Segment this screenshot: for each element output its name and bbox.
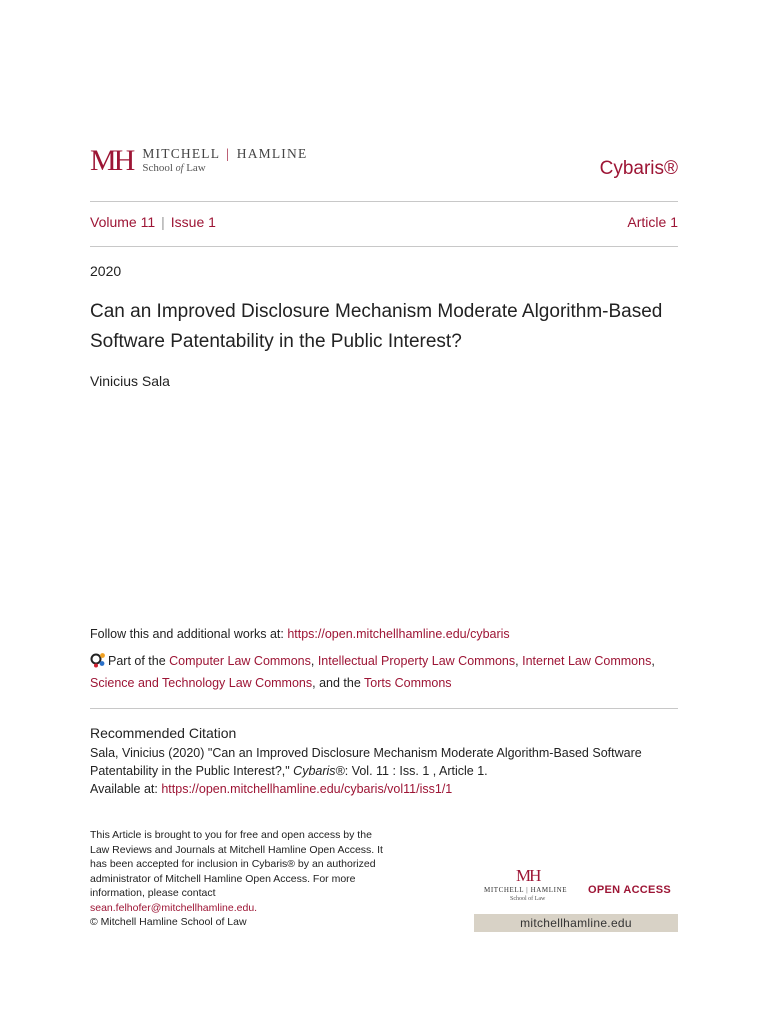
available-at-label: Available at:: [90, 782, 162, 796]
notice-text: This Article is brought to you for free and open access by the Law Reviews and Journals at Mitchell Hamline Open Access. It has been accepted for inclusion in Cybaris® by an authorized administrator of Mitchell Hamline Open Access. For more information, please contact: [90, 829, 383, 899]
commons-link-science-tech-law[interactable]: Science and Technology Law Commons: [90, 676, 313, 690]
citation-url-link[interactable]: https://open.mitchellhamline.edu/cybaris/vol11/iss1/1: [161, 782, 453, 796]
logo-school-post: Law: [186, 162, 206, 174]
logo-school: [142, 161, 307, 176]
part-of-prefix: Part of the: [108, 654, 170, 668]
follow-url-link[interactable]: https://open.mitchellhamline.edu/cybaris: [287, 627, 510, 641]
commons-separator: ,: [651, 654, 655, 668]
citation-journal: Cybaris®: [293, 764, 345, 778]
open-access-label: OPEN ACCESS: [588, 884, 671, 896]
issue-row: [90, 214, 678, 230]
commons-separator: , and the: [312, 676, 365, 690]
article-link[interactable]: Article 1: [627, 214, 678, 230]
commons-link-internet-law[interactable]: Internet Law Commons: [522, 654, 652, 668]
badge-logo-mark: MH: [516, 866, 540, 885]
commons-separator: ,: [515, 654, 523, 668]
logo-name-separator: |: [226, 146, 231, 161]
commons-link-computer-law[interactable]: Computer Law Commons: [169, 654, 311, 668]
commons-link-torts[interactable]: Torts Commons: [364, 676, 452, 690]
divider: [90, 201, 678, 202]
contact-email-link[interactable]: sean.felhofer@mitchellhamline.edu.: [90, 901, 258, 914]
recommended-citation-body: [90, 744, 678, 798]
header: [90, 146, 678, 186]
citation-volume: : Vol. 11 : Iss. 1 , Article 1.: [344, 764, 488, 778]
logo-name-right: HAMLINE: [236, 146, 308, 161]
badge-school-name: MITCHELL | HAMLINE: [484, 886, 568, 894]
cover-page: [90, 0, 678, 1024]
badge-url[interactable]: mitchellhamline.edu: [474, 914, 678, 932]
commons-network-icon: [90, 652, 106, 668]
citation-text: Sala, Vinicius (2020) "Can an Improved Disclosure Mechanism Moderate Algorithm-Based Software Patentability in the Public Interest?,": [90, 746, 642, 778]
mitchell-hamline-logo[interactable]: [90, 146, 307, 176]
badge-school-sub: School of Law: [510, 896, 546, 902]
logo-name: [142, 146, 307, 161]
logo-school-of: of: [175, 163, 184, 174]
divider: [90, 708, 678, 709]
recommended-citation-heading: Recommended Citation: [90, 725, 237, 741]
open-access-badge[interactable]: [474, 866, 678, 932]
divider: [90, 246, 678, 247]
follow-line: [90, 627, 510, 641]
author-name: Vinicius Sala: [90, 373, 170, 389]
open-access-notice: [90, 828, 390, 930]
issue-link[interactable]: Issue 1: [170, 214, 216, 230]
commons-link-ip-law[interactable]: Intellectual Property Law Commons: [317, 654, 516, 668]
article-title: Can an Improved Disclosure Mechanism Moderate Algorithm-Based Software Patentability in the Public Interest?: [90, 301, 663, 352]
journal-link[interactable]: Cybaris®: [599, 158, 678, 179]
part-of-commons: [90, 650, 678, 694]
follow-label: Follow this and additional works at:: [90, 627, 288, 641]
issue-separator: |: [161, 214, 165, 230]
commons-separator: ,: [310, 654, 318, 668]
volume-link[interactable]: Volume 11: [90, 214, 156, 230]
logo-mark: MH: [90, 144, 133, 177]
logo-name-left: MITCHELL: [142, 146, 220, 161]
publication-year: 2020: [90, 263, 122, 279]
logo-school-pre: School: [142, 162, 173, 174]
logo-text: [142, 146, 307, 176]
copyright-text: © Mitchell Hamline School of Law: [90, 916, 247, 928]
